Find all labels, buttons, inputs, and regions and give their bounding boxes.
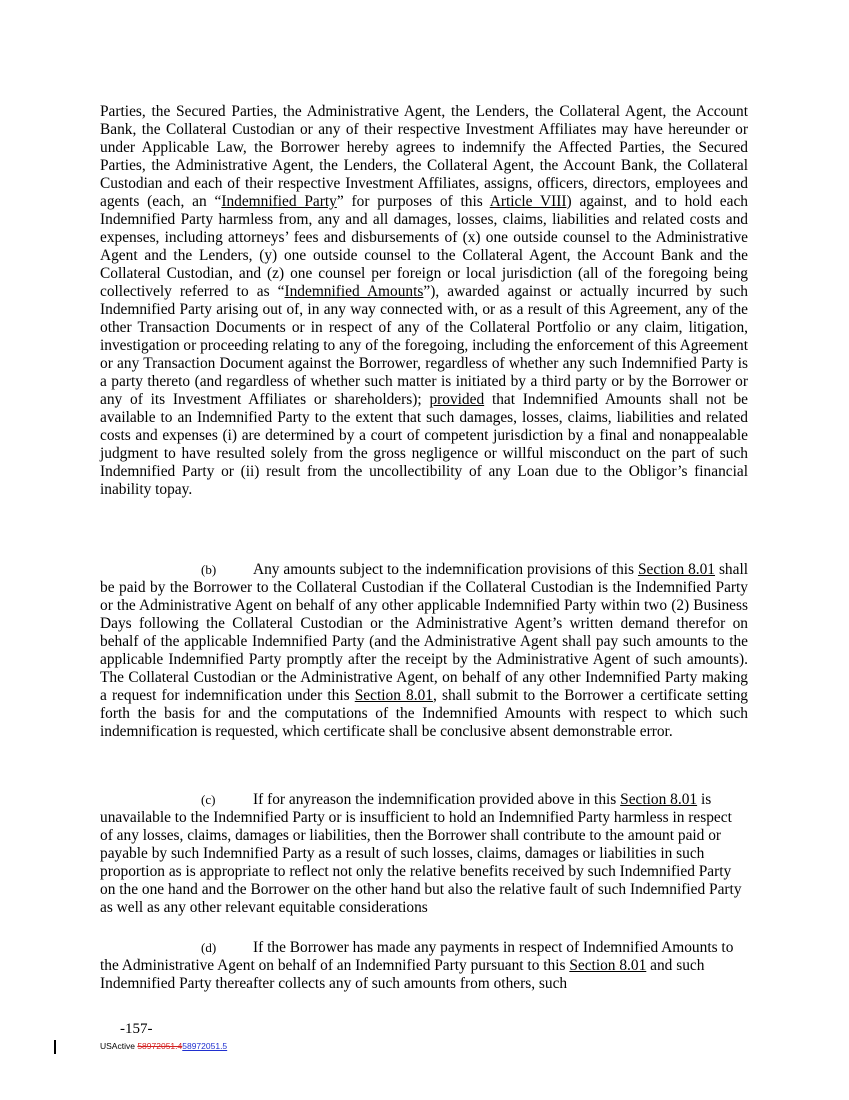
document-id-prefix: USActive — [100, 1041, 138, 1051]
paragraph-b — [100, 561, 748, 741]
defined-term-indemnified-party: Indemnified Party — [221, 193, 337, 210]
paragraph-text: If the Borrower has made any payments in respect of Indemnified Amounts to the Administrative Agent on behalf of an Indemnified Party pursuant to this — [100, 939, 734, 974]
paragraph-d — [100, 939, 748, 993]
paragraph-text: ) against, and to hold each Indemnified Party harmless from, any and all damages, losses, claims, liabilities and related costs and expenses, including attorneys’ fees and disbursements of (x) one outside counsel to the Administrative Agent and the Lenders, (y) one outside counsel to the Collateral Agent, the Account Bank and the Collateral Custodian, and (z) one counsel per foreign or local jurisdiction (all of the foregoing being collectively referred to as “ — [100, 193, 748, 300]
proviso-term: provided — [429, 391, 485, 408]
section-reference: Section 8.01 — [620, 791, 698, 808]
paragraph-text: ”), awarded against or actually incurred by such Indemnified Party arising out of, in any way connected with, or as a result of this Agreement, any of the other Transaction Documents or in respect of any of the Collateral Portfolio or any claim, litigation, investigation or proceeding relating to any of the foregoing, including the enforcement of this Agreement or any Transaction Document against the Borrower, regardless of whether any such Indemnified Party is a party thereto (and regardless of whether such matter is initiated by a third party or by the Borrower or any of its Investment Affiliates or shareholders); — [100, 283, 748, 408]
paragraph-text: is unavailable to the Indemnified Party or is insufficient to hold an Indemnified Party harmless in respect of any losses, claims, damages or liabilities, then the Borrower shall contribute to the amount paid or payable by such Indemnified Party as a result of such losses, claims, damages or liabilities in such proportion as is appropriate to reflect not only the relative benefits received by such Indemnified Party on the one hand and the Borrower on the other hand but also the relative fault of such Indemnified Party as well as any other relevant equitable considerations — [100, 791, 742, 916]
document-id — [100, 1041, 227, 1051]
article-reference: Article VIII — [489, 193, 567, 210]
section-reference: Section 8.01 — [569, 957, 647, 974]
inserted-document-id: 58972051.5 — [182, 1041, 228, 1051]
deleted-document-id: 58972051.4 — [137, 1041, 183, 1051]
paragraph-text: shall be paid by the Borrower to the Collateral Custodian if the Collateral Custodian is the Indemnified Party or the Administrative Agent on behalf of any other applicable Indemnified Party within two (2) Business Days following the Collateral Custodian or the Administrative Agent’s written demand therefor on behalf of the applicable Indemnified Party (and the Administrative Agent shall pay such amounts to the applicable Indemnified Party promptly after the receipt by the Administrative Agent of such amounts). The Collateral Custodian or the Administrative Agent, on behalf of any other Indemnified Party making a request for indemnification under this — [100, 561, 749, 704]
paragraph-label: (d) — [201, 940, 217, 955]
paragraph-text: , shall submit to the Borrower a certificate setting forth the basis for and the computations of the Indemnified Amounts with respect to which such indemnification is requested, which certificate shall be conclusive absent demonstrable error. — [100, 687, 748, 740]
paragraph-text: Any amounts subject to the indemnification provisions of this — [253, 561, 638, 578]
section-reference: Section 8.01 — [637, 561, 716, 578]
page-number: -157- — [120, 1021, 153, 1037]
defined-term-indemnified-amounts: Indemnified Amounts — [284, 283, 424, 300]
paragraph-c — [100, 791, 748, 917]
paragraph-label: (c) — [201, 792, 216, 807]
paragraph-text: ” for purposes of this — [336, 193, 490, 210]
paragraph-label: (b) — [201, 562, 217, 577]
paragraph-text: and such Indemnified Party thereafter collects any of such amounts from others, such — [100, 957, 705, 992]
section-reference: Section 8.01 — [354, 687, 433, 704]
paragraph-a — [100, 103, 748, 499]
paragraph-text: that Indemnified Amounts shall not be available to an Indemnified Party to the extent that such damages, losses, claims, liabilities and related costs and expenses (i) are determined by a court of competent jurisdiction by a final and nonappealable judgment to have resulted solely from the gross negligence or willful misconduct on the part of such Indemnified Party or (ii) result from the uncollectibility of any Loan due to the Obligor’s financial inability topay. — [100, 391, 748, 498]
paragraph-text: Parties, the Secured Parties, the Administrative Agent, the Lenders, the Collateral Agent, the Account Bank, the Collateral Custodian or any of their respective Investment Affiliates may have hereunder or under Applicable Law, the Borrower hereby agrees to indemnify the Affected Parties, the Secured Parties, the Administrative Agent, the Lenders, the Collateral Agent, the Account Bank, the Collateral Custodian and each of their respective Investment Affiliates, assigns, officers, directors, employees and agents (each, an “ — [100, 103, 748, 210]
change-bar — [54, 1040, 56, 1054]
paragraph-text: If for anyreason the indemnification provided above in this — [253, 791, 621, 808]
